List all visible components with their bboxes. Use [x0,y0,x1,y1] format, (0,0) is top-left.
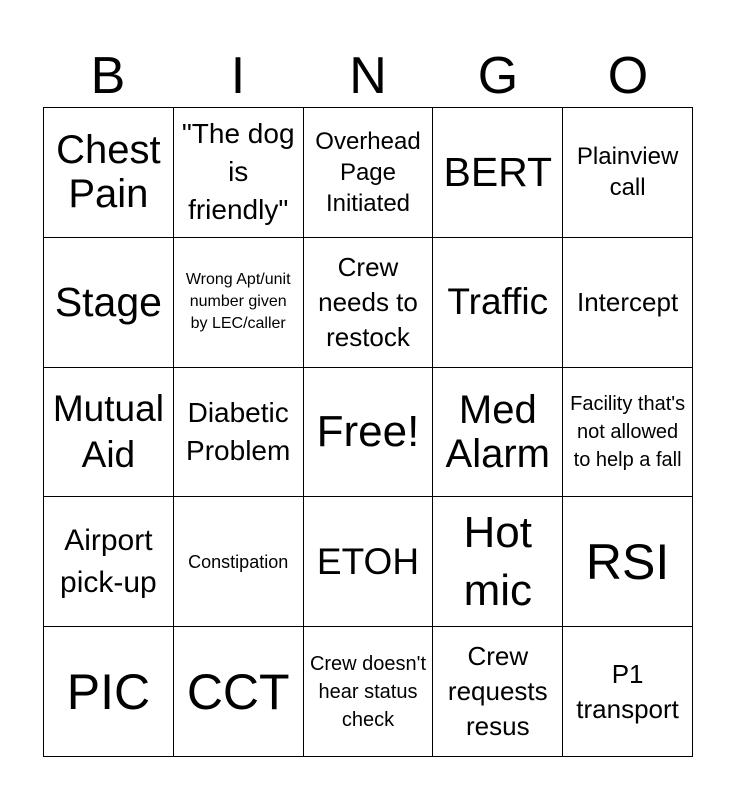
bingo-cell[interactable] [174,627,304,757]
cell-label: Hot mic [463,507,533,615]
bingo-cell[interactable] [174,368,304,498]
bingo-board [43,107,693,757]
cell-label: Facility that's not allowed to help a fall [570,392,686,471]
bingo-cell[interactable] [433,238,563,368]
bingo-cell[interactable] [304,497,434,627]
cell-label: Intercept [577,286,679,317]
bingo-cell[interactable] [174,108,304,238]
cell-label: PIC [66,663,151,720]
bingo-cell[interactable] [44,627,174,757]
bingo-header [43,45,693,107]
cell-label: ETOH [316,540,420,582]
header-letter-i: I [230,47,246,105]
cell-label: Chest Pain [56,128,161,217]
cell-label: CCT [186,663,290,720]
bingo-cell[interactable] [563,108,693,238]
bingo-cell[interactable] [563,627,693,757]
bingo-cell[interactable] [174,238,304,368]
header-letter-n: N [349,47,387,105]
cell-label: Plainview call [576,143,679,202]
cell-label: Overhead Page Initiated [315,127,421,217]
header-letter-o: O [607,47,649,105]
bingo-cell[interactable] [304,108,434,238]
bingo-cell[interactable] [44,108,174,238]
cell-label: Constipation [188,551,289,572]
header-letter-g: G [477,47,519,105]
bingo-cell[interactable] [304,238,434,368]
cell-label: Wrong Apt/unit number given by LEC/caller [185,271,291,333]
bingo-cell[interactable] [44,497,174,627]
cell-label: Free! [316,406,420,456]
cell-label: Med Alarm [445,387,550,476]
cell-label: Traffic [447,281,549,323]
bingo-cell[interactable] [433,368,563,498]
bingo-cell[interactable] [44,238,174,368]
cell-label: Crew requests resus [447,641,548,742]
cell-label: BERT [443,149,553,196]
cell-label: Stage [54,279,162,326]
bingo-cell[interactable] [563,497,693,627]
cell-label: "The dog is friendly" [181,118,295,226]
bingo-cell[interactable] [563,238,693,368]
cell-label: Crew doesn't hear status check [309,652,427,731]
bingo-cell[interactable] [304,627,434,757]
cell-label: Airport pick-up [60,523,157,599]
header-letter-b: B [90,47,126,105]
bingo-cell[interactable] [304,368,434,498]
cell-label: Crew needs to restock [318,251,418,352]
bingo-cell[interactable] [174,497,304,627]
cell-label: RSI [585,533,670,590]
bingo-cell[interactable] [433,497,563,627]
bingo-cell[interactable] [44,368,174,498]
cell-label: Mutual Aid [52,387,164,475]
bingo-cell[interactable] [433,627,563,757]
bingo-cell[interactable] [563,368,693,498]
cell-label: P1 transport [576,658,679,724]
bingo-cell[interactable] [433,108,563,238]
cell-label: Diabetic Problem [186,396,291,466]
